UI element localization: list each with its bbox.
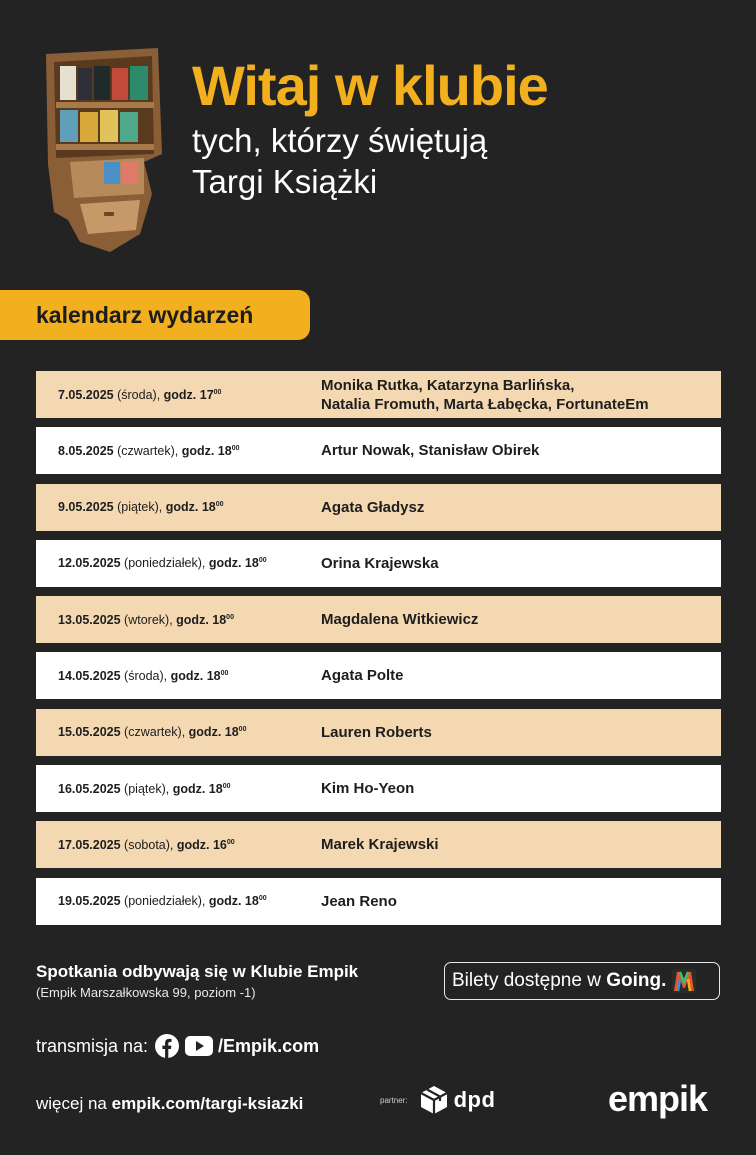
going-brand: Going. [606,970,667,991]
event-day: (wtorek) [124,612,170,627]
event-row [36,540,721,587]
event-time-minutes: 00 [258,557,267,565]
facebook-icon[interactable] [155,1034,179,1058]
event-datetime: 9.05.2025 (piątek), godz. $18^{00}$ [58,500,224,515]
event-row [36,596,721,643]
event-datetime: 14.05.2025 (środa), godz. $18^{00}$ [58,668,229,683]
tickets-button[interactable] [444,962,720,1000]
event-row [36,878,721,925]
event-datetime: 7.05.2025 (środa), godz. $17^{00}$ [58,387,222,402]
going-logo-icon [672,969,696,993]
event-time-minutes: 00 [258,895,267,903]
event-guests-line-1: Monika Rutka, Katarzyna Barlińska, [321,376,575,394]
event-time: godz. 18 [165,500,216,515]
event-row [36,484,721,531]
transmission-handle[interactable]: /Empik.com [218,1035,320,1056]
event-date: 8.05.2025 [58,443,114,458]
event-day: (poniedziałek) [124,894,202,909]
event-date: 15.05.2025 [58,725,121,740]
event-datetime: 19.05.2025 (poniedziałek), godz. $18^{00}$ [58,894,267,909]
event-list [36,371,721,934]
transmission-label: transmisja na: [36,1035,149,1056]
event-day: (czwartek) [117,443,175,458]
event-time: godz. 16 [176,837,227,852]
event-date: 14.05.2025 [58,668,121,683]
partner-label: partner: [380,1095,408,1105]
event-time-minutes: 00 [215,500,224,508]
event-time-minutes: 00 [220,669,229,677]
event-time: godz. 18 [170,668,221,683]
event-guests: Kim Ho-Yeon [321,780,415,798]
subtitle-line-2: Targi Książki [192,163,378,200]
header [192,52,548,202]
event-datetime: 8.05.2025 (czwartek), godz. $18^{00}$ [58,443,240,458]
bookshelf-illustration [40,44,168,256]
event-time: godz. 18 [172,781,223,796]
more-info [36,1094,303,1114]
event-row [36,709,721,756]
event-time: godz. 18 [208,556,259,571]
event-day: (środa) [124,668,164,683]
more-label: więcej na [36,1094,107,1113]
location-info [36,962,358,1000]
event-row [36,821,721,868]
subtitle-line-1: tych, którzy świętują [192,122,488,159]
event-day: (piątek) [117,500,159,515]
event-datetime: 13.05.2025 (wtorek), godz. $18^{00}$ [58,612,234,627]
event-guests: Jean Reno [321,892,397,910]
transmission [36,1034,319,1058]
event-guests: Agata Polte [321,667,404,685]
empik-logo: empik [608,1078,708,1119]
event-date: 9.05.2025 [58,500,114,515]
event-guests: Artur Nowak, Stanisław Obirek [321,442,540,460]
event-date: 19.05.2025 [58,894,121,909]
event-date: 12.05.2025 [58,556,121,571]
event-date: 16.05.2025 [58,781,121,796]
event-time-minutes: 00 [213,388,222,396]
event-row [36,371,721,418]
event-guests [321,376,649,414]
event-datetime: 16.05.2025 (piątek), godz. $18^{00}$ [58,781,231,796]
event-guests: Agata Gładysz [321,498,425,516]
event-time-minutes: 00 [231,444,240,452]
event-day: (poniedziałek) [124,556,202,571]
event-time: godz. 18 [208,894,259,909]
event-datetime: 15.05.2025 (czwartek), godz. $18^{00}$ [58,725,247,740]
event-time-minutes: 00 [226,613,234,621]
event-guests: Marek Krajewski [321,836,439,854]
event-guests-line-2: Natalia Fromuth, Marta Łabęcka, FortunateEm [321,395,649,413]
event-time-minutes: 00 [226,838,235,846]
event-row [36,427,721,474]
event-date: 13.05.2025 [58,612,121,627]
location-address: (Empik Marszałkowska 99, poziom -1) [36,985,256,1000]
event-day: (środa) [117,387,157,402]
event-time: godz. 17 [163,387,214,402]
event-guests: Lauren Roberts [321,723,432,741]
page-title: Witaj w klubie [192,54,548,117]
dpd-logo-text: dpd [453,1087,496,1112]
dpd-cube-icon [420,1085,448,1115]
event-day: (sobota) [124,837,170,852]
youtube-icon[interactable] [185,1036,213,1056]
event-time: godz. 18 [188,725,239,740]
more-url-link[interactable]: empik.com/targi-ksiazki [111,1094,304,1113]
event-date: 7.05.2025 [58,387,114,402]
event-datetime: 12.05.2025 (poniedziałek), godz. $18^{00}$ [58,556,267,571]
partner [380,1085,495,1115]
event-time: godz. 18 [181,443,232,458]
event-datetime: 17.05.2025 (sobota), godz. $16^{00}$ [58,837,235,852]
location-title: Spotkania odbywają się w Klubie Empik [36,962,359,981]
event-day: (czwartek) [124,725,182,740]
event-time-minutes: 00 [222,782,231,790]
event-day: (piątek) [124,781,166,796]
calendar-label: kalendarz wydarzeń [0,290,310,340]
event-time: godz. 18 [176,612,227,627]
event-date: 17.05.2025 [58,837,121,852]
event-row [36,652,721,699]
event-guests: Orina Krajewska [321,554,439,572]
event-time-minutes: 00 [238,726,247,734]
event-guests: Magdalena Witkiewicz [321,611,479,629]
event-row [36,765,721,812]
tickets-text: Bilety dostępne w [452,970,601,991]
